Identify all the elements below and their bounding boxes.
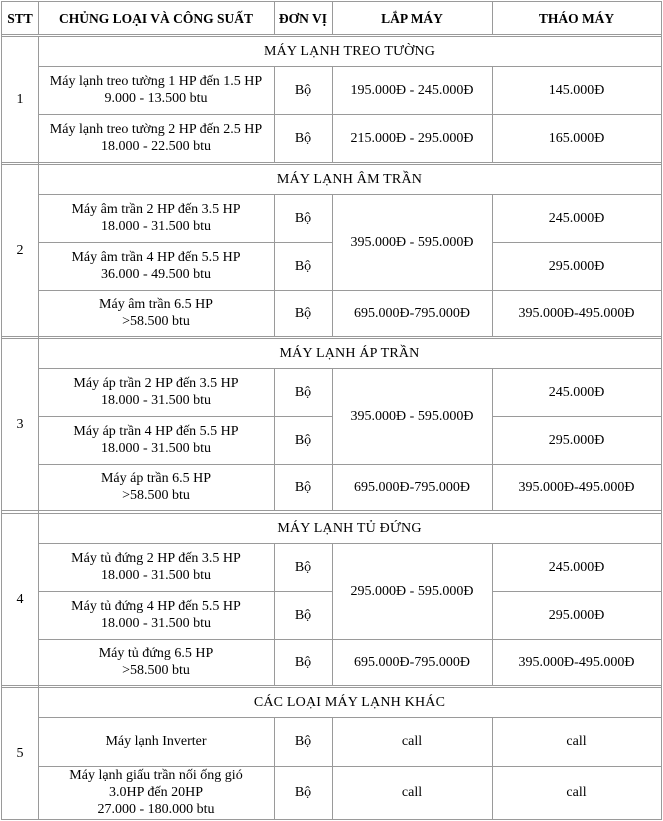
row-divider <box>38 114 662 115</box>
product-capacity: 18.000 - 31.500 btu <box>100 393 212 408</box>
unit-cell: Bộ <box>294 734 312 749</box>
column-divider <box>492 1 493 35</box>
row-divider <box>38 717 662 718</box>
product-name: Máy âm trần 6.5 HP <box>99 297 213 312</box>
row-divider <box>38 543 662 544</box>
unit-cell: Bộ <box>294 654 312 670</box>
column-divider <box>332 543 333 686</box>
row-divider <box>38 194 662 195</box>
table-border <box>1 1 2 820</box>
remove-price: 295.000Đ <box>548 258 605 274</box>
install-price: call <box>401 734 423 749</box>
remove-price: 295.000Đ <box>548 607 605 623</box>
row-divider <box>38 416 332 417</box>
product-cell <box>38 464 274 510</box>
unit-cell: Bộ <box>294 785 312 800</box>
install-price: 695.000Đ-795.000Đ <box>354 305 470 321</box>
row-divider <box>38 290 662 291</box>
install-price-shared: 295.000Đ - 595.000Đ <box>350 583 474 599</box>
row-divider <box>492 416 662 417</box>
remove-price: 245.000Đ <box>548 210 605 226</box>
remove-price: 145.000Đ <box>548 82 605 98</box>
row-divider <box>1 164 662 165</box>
column-divider <box>274 194 275 337</box>
install-price: 215.000Đ - 295.000Đ <box>350 130 474 146</box>
product-capacity: 18.000 - 31.500 btu <box>100 568 212 583</box>
row-divider <box>1 513 662 514</box>
product-cell <box>38 416 274 464</box>
remove-price: call <box>566 785 587 800</box>
product-capacity: 18.000 - 22.500 btu <box>100 139 212 154</box>
column-divider <box>332 1 333 35</box>
product-btu-range: 27.000 - 180.000 btu <box>97 802 215 817</box>
product-capacity: 18.000 - 31.500 btu <box>100 616 212 631</box>
group-number: 5 <box>16 745 24 761</box>
install-price: 695.000Đ-795.000Đ <box>354 479 470 495</box>
product-name: Máy áp trần 4 HP đến 5.5 HP <box>73 424 239 439</box>
column-divider <box>332 66 333 163</box>
product-name: Máy tủ đứng 6.5 HP <box>98 646 214 661</box>
row-divider <box>492 591 662 592</box>
install-price: 195.000Đ - 245.000Đ <box>350 82 474 98</box>
remove-price: call <box>566 734 587 749</box>
install-price-shared: 395.000Đ - 595.000Đ <box>350 234 474 250</box>
column-divider <box>274 368 275 511</box>
product-name: Máy âm trần 4 HP đến 5.5 HP <box>71 250 241 265</box>
column-divider <box>274 66 275 163</box>
remove-price: 395.000Đ-495.000Đ <box>518 305 635 321</box>
unit-cell: Bộ <box>294 258 312 274</box>
unit-cell: Bộ <box>294 432 312 448</box>
group-number: 4 <box>16 591 24 607</box>
install-price-shared: 395.000Đ - 595.000Đ <box>350 408 474 424</box>
row-divider <box>38 464 662 465</box>
group-number: 3 <box>16 416 24 432</box>
section-title: MÁY LẠNH ÂM TRẦN <box>276 171 423 187</box>
product-capacity: >58.500 btu <box>122 663 190 678</box>
column-divider <box>38 1 39 35</box>
product-capacity: 18.000 - 31.500 btu <box>100 219 212 234</box>
row-divider <box>38 766 662 767</box>
column-divider <box>274 1 275 35</box>
column-divider <box>492 66 493 163</box>
product-cell <box>38 290 274 336</box>
product-cell <box>38 242 274 290</box>
row-divider <box>492 242 662 243</box>
product-name: Máy áp trần 6.5 HP <box>100 471 212 486</box>
install-price: 695.000Đ-795.000Đ <box>354 654 470 670</box>
product-name: Máy áp trần 2 HP đến 3.5 HP <box>73 376 239 391</box>
section-title: MÁY LẠNH ÁP TRẦN <box>279 345 420 361</box>
product-name: Máy lạnh giấu trần nối ống gió <box>69 768 243 783</box>
row-divider <box>38 368 662 369</box>
row-divider <box>38 639 662 640</box>
row-divider <box>38 591 332 592</box>
header-type: CHỦNG LOẠI VÀ CÔNG SUẤT <box>58 10 254 26</box>
remove-price: 395.000Đ-495.000Đ <box>518 479 635 495</box>
remove-price: 295.000Đ <box>548 432 605 448</box>
column-divider <box>332 717 333 820</box>
column-divider <box>274 543 275 686</box>
unit-cell: Bộ <box>294 559 312 575</box>
remove-price: 395.000Đ-495.000Đ <box>518 654 635 670</box>
section-title: MÁY LẠNH TỦ ĐỨNG <box>277 520 422 536</box>
unit-cell: Bộ <box>294 479 312 495</box>
header-stt: STT <box>7 10 33 26</box>
remove-price: 245.000Đ <box>548 384 605 400</box>
product-cell <box>38 766 274 819</box>
table-border <box>661 1 662 820</box>
remove-price: 165.000Đ <box>548 130 605 146</box>
column-divider <box>332 368 333 511</box>
product-name: Máy tủ đứng 2 HP đến 3.5 HP <box>71 551 241 566</box>
product-capacity: >58.500 btu <box>122 488 190 503</box>
product-cell <box>38 66 274 114</box>
column-divider <box>492 717 493 820</box>
column-divider <box>492 194 493 337</box>
unit-cell: Bộ <box>294 210 312 226</box>
unit-cell: Bộ <box>294 82 312 98</box>
column-divider <box>332 194 333 337</box>
row-divider <box>1 687 662 688</box>
remove-price: 245.000Đ <box>548 559 605 575</box>
section-title: CÁC LOẠI MÁY LẠNH KHÁC <box>253 694 446 710</box>
unit-cell: Bộ <box>294 130 312 146</box>
product-name: Máy lạnh treo tường 2 HP đến 2.5 HP <box>49 122 263 137</box>
install-price: call <box>401 785 423 800</box>
row-divider <box>38 66 662 67</box>
header-remove: THÁO MÁY <box>538 10 615 26</box>
product-name: Máy tủ đứng 4 HP đến 5.5 HP <box>71 599 241 614</box>
product-cell <box>38 639 274 685</box>
product-cell <box>38 543 274 591</box>
product-capacity: 36.000 - 49.500 btu <box>100 267 212 282</box>
row-divider <box>38 242 332 243</box>
product-capacity: >58.500 btu <box>122 314 190 329</box>
product-cell <box>38 591 274 639</box>
product-capacity: 9.000 - 13.500 btu <box>104 91 208 106</box>
column-divider <box>492 368 493 511</box>
column-divider <box>274 717 275 820</box>
product-cell <box>38 194 274 242</box>
header-unit: ĐƠN VỊ <box>278 10 328 26</box>
header-install: LẮP MÁY <box>381 10 443 26</box>
column-divider <box>492 543 493 686</box>
product-capacity: 18.000 - 31.500 btu <box>100 441 212 456</box>
product-capacity: 3.0HP đến 20HP <box>109 785 203 800</box>
product-cell <box>38 717 274 766</box>
product-cell <box>38 368 274 416</box>
unit-cell: Bộ <box>294 607 312 623</box>
group-number: 2 <box>16 242 24 258</box>
group-number: 1 <box>16 91 24 107</box>
unit-cell: Bộ <box>294 305 312 321</box>
product-name: Máy lạnh Inverter <box>105 734 207 749</box>
column-divider <box>38 36 39 820</box>
product-cell <box>38 114 274 162</box>
unit-cell: Bộ <box>294 384 312 400</box>
product-name: Máy lạnh treo tường 1 HP đến 1.5 HP <box>49 74 263 89</box>
row-divider <box>1 338 662 339</box>
product-name: Máy âm trần 2 HP đến 3.5 HP <box>71 202 241 217</box>
section-title: MÁY LẠNH TREO TƯỜNG <box>263 43 436 59</box>
row-divider <box>1 36 662 37</box>
